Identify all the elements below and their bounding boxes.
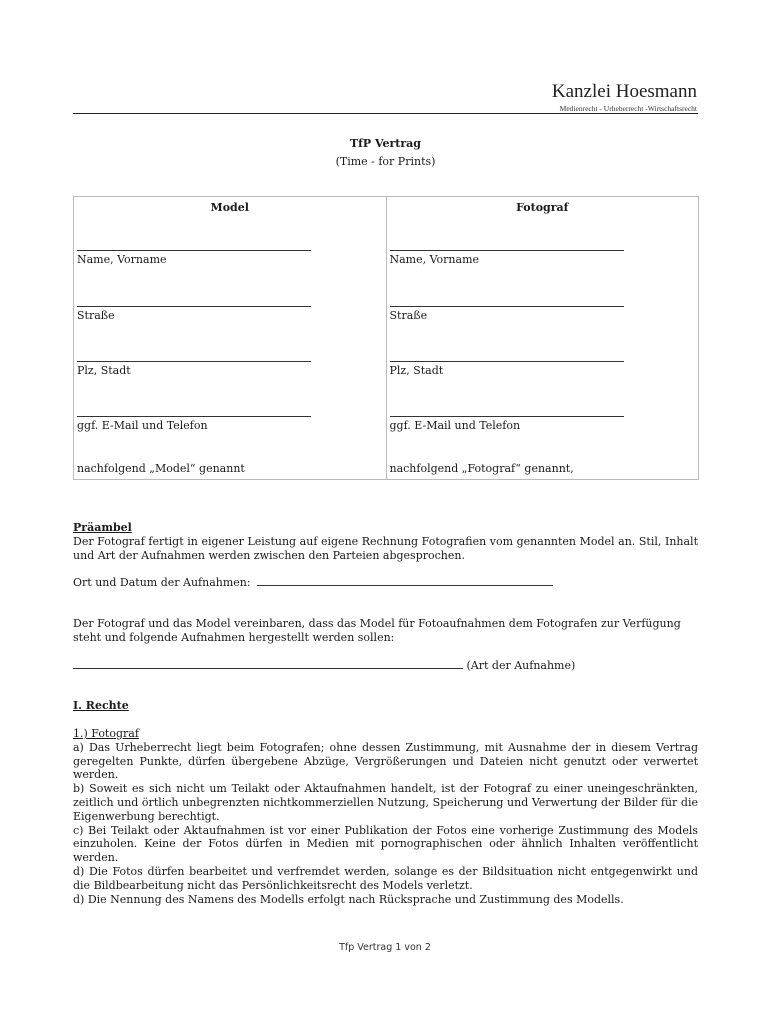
footer-page-number: 1 (395, 942, 402, 953)
document-subtitle: (Time - for Prints) (335, 155, 436, 168)
field-photographer-street (390, 306, 630, 323)
place-date-label: Ort und Datum der Aufnahmen: (73, 576, 251, 589)
firm-subtitle: Medienrecht - Urheberrecht -Wirtschaftsrecht (559, 104, 697, 113)
firm-name: Kanzlei Hoesmann (551, 81, 697, 102)
recording-type-blank (73, 659, 463, 669)
signature-line (77, 250, 311, 251)
field-model-street (77, 306, 317, 323)
rights-item: d) Die Fotos dürfen bearbeitet und verfremdet werden, solange es der Bildsituation nicht entgegenwirkt und die Bildbearbeitung nicht das Persönlichkeitsrecht des Models verletzt. (73, 864, 698, 892)
field-label: Plz, Stadt (389, 364, 444, 377)
field-label: Plz, Stadt (77, 364, 131, 377)
field-label: ggf. E-Mail und Telefon (77, 419, 208, 432)
field-model-city (77, 361, 317, 378)
parties-table (73, 196, 699, 480)
signature-line (77, 416, 311, 417)
rights-item: d) Die Nennung des Namens des Modells erfolgt nach Rücksprache und Zustimmung des Modells. (73, 892, 624, 906)
header-divider (73, 113, 698, 114)
footer-label: Tfp Vertrag (339, 942, 393, 953)
party-note-photographer: nachfolgend „Fotograf“ genannt, (389, 462, 574, 475)
field-model-name (77, 250, 317, 267)
rights-subheading: 1.) Fotograf (73, 727, 139, 740)
field-photographer-name (390, 250, 630, 267)
document-title: TfP Vertrag (349, 137, 422, 150)
preamble-heading: Präambel (73, 521, 132, 534)
rights-item: c) Bei Teilakt oder Aktaufnahmen ist vor einer Publikation der Fotos eine vorherige Zustimmung des Models einzuholen. Keine der Fotos dürfen in Medien mit pornographischen oder ähnlich Inhalten veröffentlicht werden. (73, 823, 698, 865)
recording-type-line (73, 659, 698, 673)
preamble-section (73, 521, 698, 562)
agreement-text: Der Fotograf und das Model vereinbaren, dass das Model für Fotoaufnahmen dem Fotografen zur Verfügung steht und folgende Aufnahmen hergestellt werden sollen: (73, 617, 681, 644)
field-photographer-city (390, 361, 630, 378)
signature-line (77, 306, 311, 307)
footer-of: von (404, 942, 422, 953)
field-photographer-contact (390, 416, 630, 433)
field-label: Name, Vorname (389, 253, 480, 266)
footer-total-pages: 2 (424, 942, 431, 953)
rights-item: a) Das Urheberrecht liegt beim Fotografen; ohne dessen Zustimmung, mit Ausnahme der in diesem Vertrag geregelten Punkte, dürfen übergebene Abzüge, Vergrößerungen und Dateien nicht genutzt oder verwertet werden. (73, 740, 698, 782)
party-heading-photographer: Fotograf (516, 201, 569, 214)
signature-line (390, 306, 624, 307)
party-column-model (74, 197, 386, 479)
rights-photographer-section (73, 727, 698, 906)
recording-type-label: (Art der Aufnahme) (466, 659, 576, 672)
field-label: ggf. E-Mail und Telefon (389, 419, 521, 432)
field-label: Straße (389, 309, 428, 322)
field-label: Name, Vorname (77, 253, 167, 266)
rights-heading-text: I. Rechte (73, 699, 129, 712)
field-model-contact (77, 416, 317, 433)
page-footer (0, 942, 770, 953)
signature-line (390, 250, 624, 251)
rights-item: b) Soweit es sich nicht um Teilakt oder Aktaufnahmen handelt, ist der Fotograf zu einer uneingeschränkten, zeitlich und örtlich unbegrenzten nichtkommerziellen Nutzung, Speicherung und Verwertung der Bilder für die Eigenwerbung berechtigt. (73, 782, 698, 823)
signature-line (390, 361, 624, 362)
party-heading-model: Model (210, 201, 249, 214)
place-date-blank (257, 576, 553, 586)
party-column-photographer (386, 197, 699, 479)
preamble-text: Der Fotograf fertigt in eigener Leistung auf eigene Rechnung Fotografien vom genannten Model an. Stil, Inhalt und Art der Aufnahmen werden zwischen den Parteien abgesprochen. (73, 534, 698, 562)
field-label: Straße (77, 309, 115, 322)
signature-line (77, 361, 311, 362)
place-date-line (73, 576, 698, 590)
letterhead (552, 80, 697, 114)
signature-line (390, 416, 624, 417)
party-note-model: nachfolgend „Model“ genannt (77, 462, 245, 475)
rights-heading (73, 699, 698, 713)
